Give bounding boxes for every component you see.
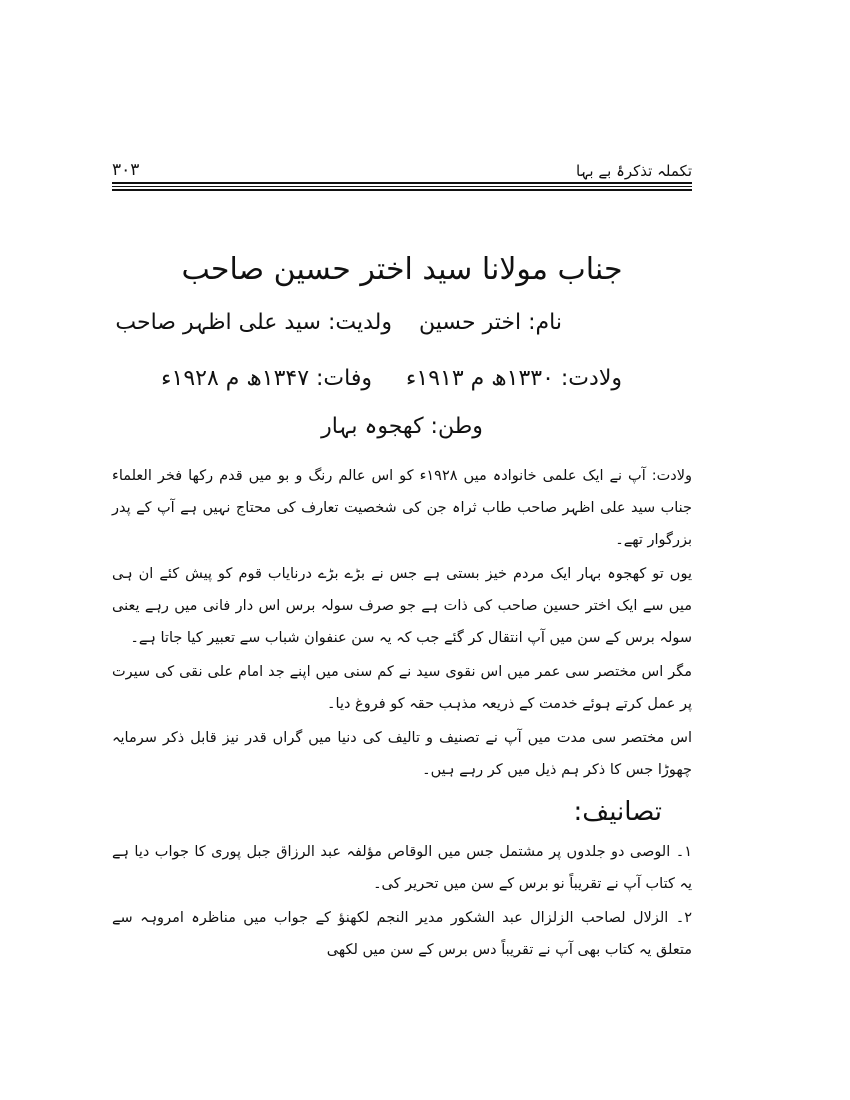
bio-death: وفات: ۱۳۴۷ھ م ۱۹۲۸ء: [161, 366, 372, 391]
paragraph: اس مختصر سی مدت میں آپ نے تصنیف و تالیف کی دنیا میں گراں قدر نیز قابل ذکر سرمایہ چھوڑا جس کا ذکر ہم ذیل میں کر رہے ہیں۔: [112, 730, 692, 778]
paragraph: ولادت: آپ نے ایک علمی خانوادہ میں ۱۹۲۸ء کو اس عالم رنگ و بو میں قدم رکھا فخر العلماء جناب سید علی اظہر صاحب طاب ثراہ جن کی شخصیت تعارف کی محتاج نہیں ہے آپ کے پدر بزرگوار تھے۔: [112, 468, 692, 548]
works-heading: تصانیف:: [573, 797, 662, 827]
body-text: [112, 460, 692, 966]
bio-birth: ولادت: ۱۳۳۰ھ م ۱۹۱۳ء: [406, 366, 622, 391]
paragraph: مگر اس مختصر سی عمر میں اس نقوی سید نے کم سنی میں اپنے جد امام علی نقی کی سیرت پر عمل کرتے ہوئے خدمت کے ذریعہ مذہب حقہ کو فروغ دیا۔: [112, 664, 692, 712]
works-item: ۱۔ الوصی دو جلدوں پر مشتمل جس میں الوقاص مؤلفہ عبد الرزاق جبل پوری کا جواب دیا ہے یہ کتاب آپ نے تقریباً نو برس کے سن میں تحریر کی۔: [112, 844, 692, 892]
page-title: جناب مولانا سید اختر حسین صاحب: [181, 252, 623, 287]
running-header: [112, 160, 692, 184]
works-item: ۲۔ الزلال لصاحب الزلزال عبد الشکور مدیر النجم لکھنؤ کے جواب میں مناظرہ امروہہ سے متعلق یہ کتاب بھی آپ نے تقریباً دس برس کے سن میں لکھی: [112, 910, 692, 958]
book-title: تکملہ تذکرۂ بے بہا: [576, 162, 692, 180]
header-rule: [112, 189, 692, 191]
bio-hometown: وطن: کھجوہ بہار: [321, 414, 483, 439]
bio-name: نام: اختر حسین: [419, 310, 562, 335]
bio-father: ولدیت: سید علی اظہر صاحب: [115, 310, 392, 335]
page-number: ۳۰۳: [112, 160, 140, 180]
paragraph: یوں تو کھجوہ بہار ایک مردم خیز بستی ہے جس نے بڑے بڑے درنایاب قوم کو پیش کئے ان ہی میں سے ایک اختر حسین صاحب کی ذات ہے جو صرف سولہ برس اس دار فانی میں رہے یعنی سولہ برس کے سن میں آپ انتقال کر گئے جب کہ یہ سن عنفوان شباب سے تعبیر کیا جاتا ہے۔: [112, 566, 692, 646]
header-rule: [112, 182, 692, 184]
header-rule: [112, 186, 692, 187]
